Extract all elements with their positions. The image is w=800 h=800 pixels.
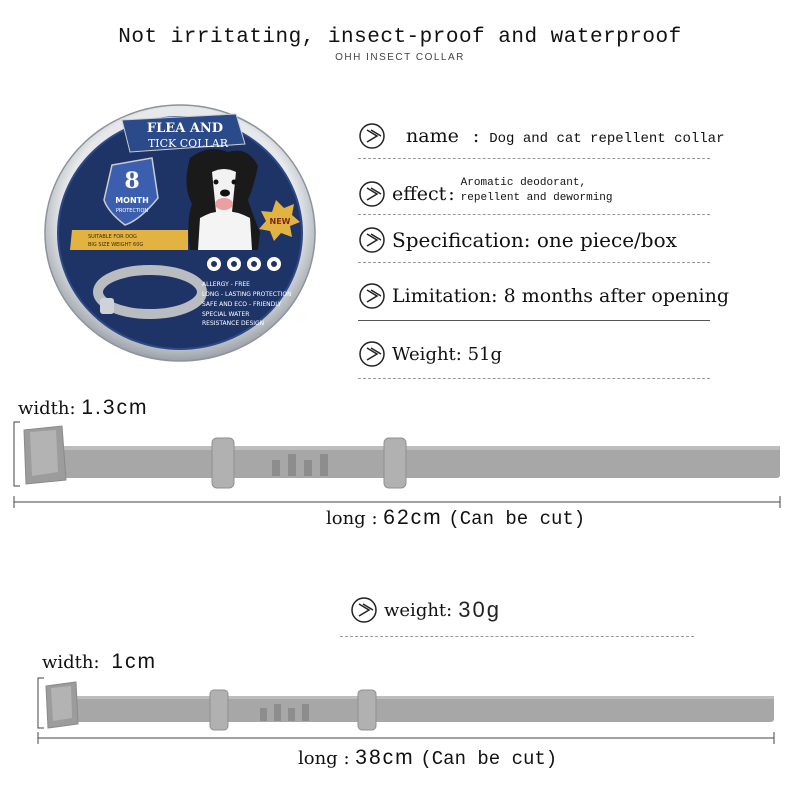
tin-feature-5: RESISTANCE DESIGN [202,320,265,327]
tin-feature-4: SPECIAL WATER [202,311,250,318]
name-separator: : [472,125,480,147]
spec-row-limitation [358,282,729,310]
divider [340,636,694,637]
small-collar-length [298,746,557,770]
weight-text: Weight: 51g [392,343,503,365]
limitation-text: Limitation: 8 months after opening [392,285,729,307]
divider [358,158,710,159]
large-collar-length [326,506,585,530]
width-value: 1cm [111,650,157,673]
width-value: 1.3cm [81,396,149,419]
spec-row-name [358,122,724,150]
circle-arrow-icon [358,122,386,150]
effect-separator: : [448,183,455,205]
effect-value-line1: Aromatic deodorant, [460,177,587,189]
spec-row-small-weight [350,596,501,624]
circle-arrow-icon [358,226,386,254]
long-label: long [326,508,366,529]
tin-badge-number: 8 [124,168,140,194]
spec-row-weight [358,340,502,368]
divider [358,214,710,215]
divider [358,378,710,379]
tin-size-text: BIG SIZE WEIGHT 60G [88,242,144,248]
svg-text:NEW: NEW [269,217,291,226]
specification-text: Specification: one piece/box [392,228,677,252]
small-collar-image [34,668,780,748]
long-value: 62cm [383,506,443,529]
tin-feature-1: ALLERGY - FREE [202,281,250,288]
tin-suitable-text: SUITABLE FOR DOG [88,234,137,240]
effect-label: effect [392,183,447,205]
width-label: width: [18,398,76,419]
divider [358,320,710,321]
long-label: long [298,748,338,769]
circle-arrow-icon [358,180,386,208]
divider [358,262,710,263]
long-separator: : [371,508,378,529]
tin-badge-protection: PROTECTION [115,208,149,214]
circle-arrow-icon [350,596,378,624]
page-title: Not irritating, insect-proof and waterproof [118,26,682,49]
long-separator: : [343,748,350,769]
small-weight-label: weight: [384,599,453,621]
circle-arrow-icon [358,282,386,310]
tin-banner-line1: FLEA AND [146,121,224,136]
tin-feature-3: SAFE AND ECO - FRIENDLY [202,301,282,308]
small-weight-value: 30g [458,597,501,622]
spec-row-specification [358,226,677,254]
tin-feature-2: LONG - LASTING PROTECTION [202,291,292,298]
circle-arrow-icon [358,340,386,368]
product-tin-image [40,100,320,370]
tin-banner-line2: TICK COLLAR [147,137,229,150]
spec-row-effect [358,177,613,208]
width-label: width: [42,652,100,673]
tin-badge-month: MONTH [115,196,149,205]
large-collar-image [10,410,792,520]
name-label: name [406,125,459,147]
long-note: (Can be cut) [448,508,586,530]
long-note: (Can be cut) [420,748,558,770]
effect-value-line2: repellent and deworming [460,192,613,204]
name-value: Dog and cat repellent collar [489,131,725,147]
long-value: 38cm [355,746,415,769]
brand-subtitle: OHH INSECT COLLAR [335,52,465,63]
